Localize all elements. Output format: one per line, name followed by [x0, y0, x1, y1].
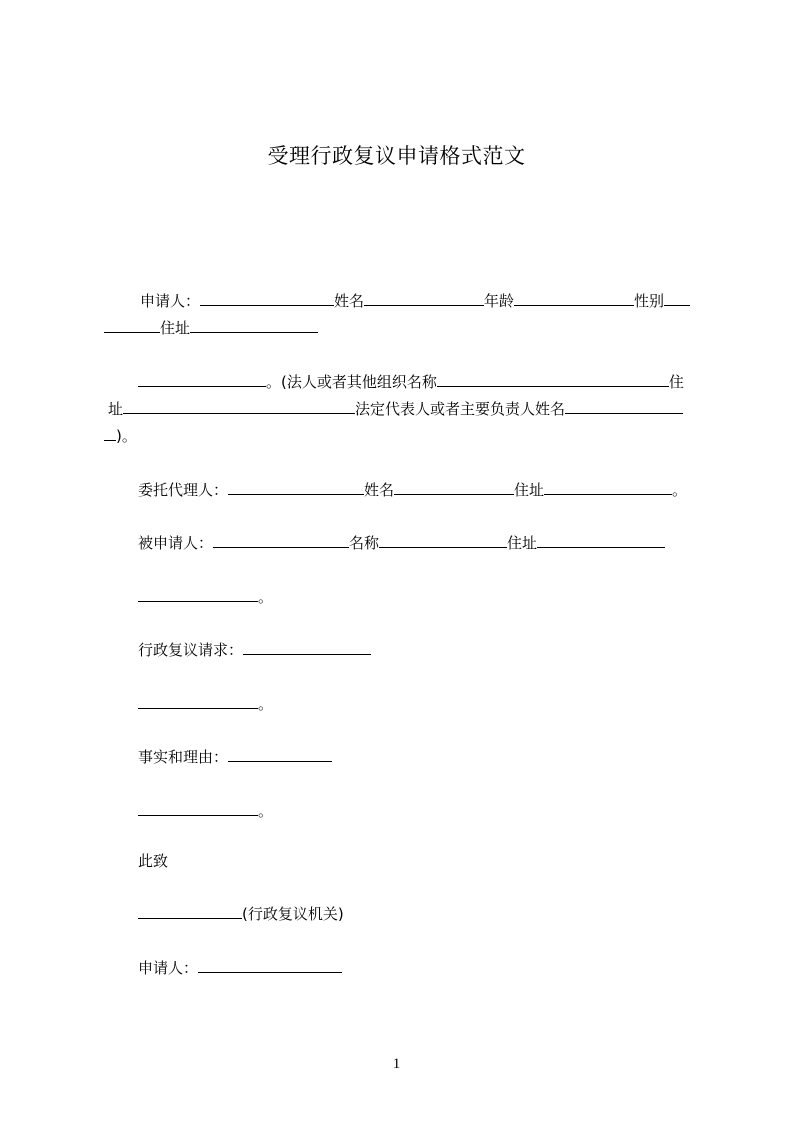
org-close: )。 — [116, 427, 137, 445]
signature-label: 申请人： — [138, 959, 199, 977]
applicant-label: 申请人： — [140, 292, 201, 310]
facts-label: 事实和理由： — [138, 748, 229, 766]
respondent-line — [138, 533, 665, 553]
org-blank-1 — [138, 373, 266, 387]
closing-text: 此致 — [138, 852, 169, 870]
agent-end: 。 — [672, 481, 688, 499]
agent-blank — [228, 481, 364, 495]
period-2: 。 — [258, 695, 274, 713]
facts-blank — [228, 748, 332, 762]
org-line-2 — [108, 399, 683, 419]
request-label: 行政复议请求： — [138, 641, 244, 659]
applicant-line — [140, 291, 690, 311]
agent-name-label: 姓名 — [364, 481, 395, 499]
name-blank — [364, 292, 484, 306]
address-blank — [190, 319, 318, 333]
signature-blank — [198, 959, 342, 973]
period-1: 。 — [258, 588, 274, 606]
agent-label: 委托代理人： — [138, 481, 229, 499]
facts-cont-line — [138, 801, 273, 821]
respondent-name-blank — [379, 534, 507, 548]
request-blank — [243, 641, 371, 655]
facts-cont-blank — [138, 802, 258, 816]
respondent-cont-blank — [138, 588, 258, 602]
agent-address-blank — [544, 481, 672, 495]
respondent-blank — [213, 534, 349, 548]
age-label: 年龄 — [484, 292, 515, 310]
respondent-label: 被申请人： — [138, 534, 214, 552]
facts-line — [138, 747, 332, 767]
request-line — [138, 640, 371, 660]
signature-line — [138, 958, 342, 978]
respondent-cont-line — [138, 587, 273, 607]
page-title: 受理行政复议申请格式范文 — [267, 144, 526, 168]
respondent-address-label: 住址 — [507, 534, 538, 552]
org-address-label-2: 址 — [108, 400, 124, 418]
org-address-label-1: 住 — [668, 373, 684, 391]
authority-line — [138, 904, 344, 924]
request-cont-blank — [138, 695, 258, 709]
org-line — [138, 372, 684, 392]
rep-blank — [565, 400, 683, 414]
org-address-blank — [123, 400, 355, 414]
authority-label: (行政复议机关) — [242, 905, 344, 923]
rep-label: 法定代表人或者主要负责人姓名 — [355, 400, 566, 418]
agent-address-label: 住址 — [514, 481, 545, 499]
applicant-address-line — [104, 318, 318, 338]
age-blank — [514, 292, 634, 306]
org-name-blank — [437, 373, 669, 387]
period-3: 。 — [258, 802, 274, 820]
name-label: 姓名 — [334, 292, 365, 310]
gender-blank — [664, 292, 690, 306]
authority-blank — [138, 905, 242, 919]
respondent-address-blank — [537, 534, 665, 548]
respondent-name-label: 名称 — [349, 534, 380, 552]
agent-line — [138, 480, 687, 500]
gender-blank-cont — [104, 319, 160, 333]
gender-label: 性别 — [634, 292, 665, 310]
applicant-blank — [200, 292, 334, 306]
org-name-label: 。(法人或者其他组织名称 — [266, 373, 437, 391]
request-cont-line — [138, 694, 273, 714]
page-number: 1 — [392, 1056, 401, 1072]
agent-name-blank — [394, 481, 514, 495]
rep-blank-cont — [104, 427, 116, 441]
org-line-3 — [104, 426, 137, 446]
address-label: 住址 — [160, 319, 191, 337]
